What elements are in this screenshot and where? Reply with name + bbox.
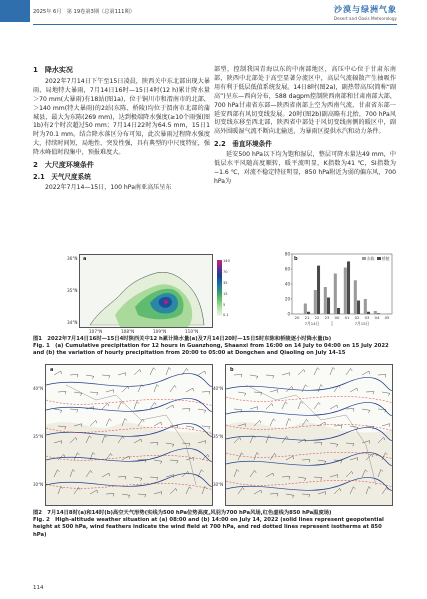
section-2-title: 2 大尺度环境条件 (33, 161, 94, 170)
wind-barb (378, 374, 386, 375)
bar-dongchen (334, 274, 337, 315)
wind-barb (202, 391, 210, 392)
wind-barb (382, 392, 390, 393)
wind-barb-feather (321, 385, 323, 387)
wind-barb (170, 385, 175, 392)
figure-1b-bar-chart (278, 248, 396, 332)
wind-barb-feather (77, 410, 78, 413)
y-tick-label: 0 (287, 311, 290, 317)
wind-barb (362, 371, 369, 375)
wind-barb-feather (77, 374, 78, 377)
figure-2a-weather-map (45, 364, 213, 506)
header-divider (33, 24, 397, 25)
section-2-1-title: 2.1 天气尺度系统 (33, 172, 91, 181)
legend-label: 东陈 (367, 255, 375, 261)
wind-barb-feather (351, 368, 353, 370)
wind-barb-feather (109, 419, 111, 421)
wind-barb (102, 403, 108, 409)
wind-barb-feather (305, 385, 307, 387)
lon-label: 107°N (89, 329, 103, 334)
panel-label-a: a (83, 256, 87, 262)
wind-barb-feather (140, 369, 141, 372)
wind-barb (150, 368, 153, 375)
figure-2-caption-cn: 图2 7月14日8时(a)和14时(b)高空天气形势(实线为500 hPa位势高度,风羽为700 hPa风场,红色虚线为850 hPa温度场) (33, 510, 332, 516)
x-tick-label: 21 (304, 315, 310, 320)
section-1-paragraph: 2022年7月14日下午至15日凌晨，陕西关中东北部出现大暴雨、局地特大暴雨，7月14日16时—15日4时(12 h)累计降水量＞70 mm(大暴雨)有18站(图1a)，位于铜川市和渭南市的北部，＞140 mm(特大暴雨)的2站(东陈、桥陵)均位于渭南市北部的蒲城县，最大为东陈(269 mm)，达到极端降水强度(≥10个雨强(图1b)有2个时次超过50 mm；7月14日22时为64.5 mm，15日1时为70.1 mm。结合降水落区分布可知，此次暴雨过程降水强度大，持续时间短，局地性、突发性强，具有典型的中尺度特征，强降水峰值时段集中，预报难度大。 (33, 77, 210, 157)
wind-barb-feather (388, 393, 390, 396)
y-tick-label: 60 (284, 266, 290, 272)
wind-barb (102, 375, 110, 376)
wind-barb (134, 369, 140, 375)
lat-label: 35°N (33, 434, 44, 439)
journal-title-en: Desert and Oasis Meteorology (333, 16, 397, 21)
x-tick-label: 04 (374, 315, 380, 320)
lon-label: 109°N (153, 329, 167, 334)
colorbar-tick: 140 (223, 259, 230, 263)
lat-label: 40°N (33, 386, 44, 391)
section-1-title: 1 降水实况 (33, 66, 73, 74)
wind-barb (154, 385, 157, 392)
legend-swatch (377, 257, 381, 260)
wind-barb (166, 368, 169, 375)
wind-barb-feather (385, 374, 386, 377)
panel-label-b: b (294, 256, 298, 262)
journal-title-cn: 沙漠与绿洲气象 (334, 4, 397, 14)
wind-barb (318, 385, 321, 392)
wind-barb (334, 425, 342, 426)
bar-qiaoling (307, 312, 310, 314)
wind-barb-feather (155, 402, 157, 404)
wind-barb (366, 391, 374, 392)
wind-barb-feather (125, 419, 127, 421)
colorbar-tick: 0.1 (223, 313, 229, 317)
wind-barb (302, 385, 305, 392)
figure-2-caption (33, 510, 396, 539)
wind-barb-feather (175, 385, 177, 387)
wind-barb (298, 402, 301, 409)
wind-barb (70, 409, 78, 410)
wind-barb (90, 420, 96, 426)
wind-barb-feather (65, 391, 66, 394)
x-tick-label: 05 (384, 315, 390, 320)
wind-barb-feather (261, 393, 262, 396)
wind-barb-feather (109, 376, 110, 379)
bar-dongchen (304, 304, 307, 315)
x-group-label: 7月15日 (354, 321, 370, 326)
wind-barb-feather (153, 368, 155, 370)
wind-barb (330, 368, 333, 375)
wind-barb (330, 405, 337, 409)
bar-qiaoling (327, 298, 330, 315)
wind-barb-feather (187, 368, 189, 370)
x-tick-label: 00 (334, 315, 340, 320)
figure-1-caption-en: Fig. 1 (a) Cumulative precipitation for 12 hours in Guanzhong, Shaanxi from 16:00 on 14 July to 04:00 on 15 July 2022 and (b) the variation of hourly precipitation from 20:00 to 05:00 at Dongchen and Qiaoling on July 14-15 (33, 343, 389, 357)
plot-frame (292, 254, 392, 314)
wind-barb (118, 402, 121, 409)
lat-label: 35°N (213, 434, 224, 439)
section-2-1-paragraph: 2022年7月14—15日，100 hPa南亚高压呈东 (45, 183, 172, 191)
bar-chart-svg (278, 248, 396, 332)
weather-map-b-graphic (226, 365, 393, 506)
figure-1a-precip-map (67, 254, 230, 334)
wind-barb (362, 409, 370, 410)
panel-label-a: a (50, 367, 54, 373)
wind-barb (106, 419, 109, 426)
header-color-bar (0, 0, 30, 22)
wind-barb (250, 375, 258, 376)
wind-barb-feather (177, 425, 178, 428)
bar-qiaoling (347, 261, 350, 314)
section-2-2-title: 2.2 垂直环境条件 (214, 140, 272, 149)
lat-label: 40°N (213, 386, 224, 391)
weather-map-a-graphic (46, 365, 213, 506)
wind-barb-feather (189, 408, 190, 411)
colorbar-tick: 5 (223, 303, 226, 307)
right-column (214, 66, 396, 187)
wind-barb-feather (97, 393, 98, 396)
wind-barb-feather (373, 391, 374, 394)
figure-2-caption-en: Fig. 2 High-altitude weather situation at (a) 08:00 and (b) 14:00 on July 14, 2022 (solid lines represent geopotential height at 500 hPa, wind feathers indicate the wind field at 700 hPa, and red dotted lines represent isotherms at 850 hPa) (33, 517, 384, 538)
figure-2 (33, 364, 396, 508)
wind-barb-feather (319, 402, 321, 404)
wind-barb (182, 368, 187, 375)
wind-barb-feather (209, 391, 210, 394)
wind-barb (182, 408, 190, 409)
wind-barb (346, 368, 351, 375)
wind-barb (238, 392, 246, 393)
journal-title-block (334, 4, 397, 21)
wind-barb (198, 409, 206, 410)
x-tick-label: 03 (364, 315, 370, 320)
wind-barb-feather (204, 410, 206, 413)
lat-label: 35°N (67, 288, 78, 293)
isotherm-line (226, 396, 393, 403)
wind-barb-feather (256, 376, 258, 379)
wind-barb (86, 375, 94, 376)
wind-barb-feather (341, 425, 342, 428)
wind-barb (266, 403, 272, 409)
lon-label: 108°N (121, 329, 135, 334)
wind-barb (54, 371, 61, 375)
lat-label: 34°N (67, 320, 78, 325)
wind-barb-feather (292, 386, 293, 389)
terrain-shade (46, 422, 213, 506)
map-frame (79, 254, 213, 328)
wind-barb-feather (96, 420, 97, 423)
wind-barb (266, 375, 274, 376)
wind-barb (166, 405, 173, 409)
lat-label: 36°N (67, 256, 78, 261)
wind-barb (70, 374, 78, 375)
terrain-shade (226, 422, 393, 506)
height-contour (226, 377, 393, 390)
height-contour (46, 373, 213, 386)
legend-swatch (362, 257, 366, 260)
left-column (33, 66, 210, 193)
wind-barb (378, 409, 386, 410)
section-2-2-paragraph: 延安500 hPa以下均为饱和湿层，整层可降水量达49 mm，中低层水平风随高度顺转，暖平流明显，K指数为41 ℃，SI指数为−1.6 ℃，对流不稳定特征明显，850 hPa附近为弱的偏东风，700 hPa为 (214, 151, 396, 185)
wind-barb (314, 402, 319, 409)
x-tick-label: 20 (294, 315, 300, 320)
wind-barb-feather (317, 368, 319, 370)
wind-barb-feather (368, 410, 370, 413)
wind-barb (234, 374, 242, 375)
wind-barb (234, 409, 242, 410)
wind-barb (154, 422, 161, 426)
wind-barb (250, 407, 258, 409)
wind-barb (58, 391, 66, 392)
wind-barb-feather (80, 393, 82, 396)
wind-barb (54, 409, 62, 410)
wind-barb (382, 424, 390, 426)
y-tick-label: 80 (284, 251, 290, 257)
wind-barb-feather (137, 402, 139, 404)
right-paragraph-1: 部型，控制我国青海以东的中南部地区，高压中心位于甘肃东南部，陕西中北部处于高空显著分流区中，高层气流辐散产生抽吸作用有利于低层低值系统发展。14日8时(图2a)，副热带高压(简称“副高”)呈东—西向分布，588 dagpm控制陕西南部和甘肃南部大部，700 hPa甘肃省东部—陕西省南部上空为西南气流，甘肃省东部一延安西部有风切变线发展。20时(图2b)副高略有北抬，700 hPa风切变线东移至西北部，陕西省中部处于风切变线南侧的暖区中，副高外围暖湿气流不断向北输送，为暴雨区提供水汽和动力条件。 (214, 66, 396, 136)
wind-barb-feather (169, 368, 171, 370)
wind-barb (186, 388, 193, 392)
legend-label: 桥陵 (382, 255, 390, 261)
wind-barb (270, 390, 278, 392)
x-group-label: 7月14日 (304, 321, 320, 326)
wind-barb (202, 426, 210, 427)
wind-barb (118, 373, 126, 375)
wind-barb-feather (333, 368, 335, 370)
wind-barb-feather (353, 408, 354, 411)
wind-barb (298, 369, 304, 375)
bar-qiaoling (357, 301, 360, 315)
wind-barb-feather (209, 427, 210, 430)
figure-1-caption-cn: 图1 2022年7月14日16时—15日4时陕西关中12 h累计降水量(a)及7月14日20时—15日5时东陈和桥陵逐小时降水量(b) (33, 336, 332, 342)
wind-barb (314, 368, 317, 375)
wind-barb (350, 388, 357, 392)
lon-label: 110°N (185, 329, 199, 334)
colorbar-tick: 70 (223, 270, 228, 274)
bar-qiaoling (317, 266, 320, 314)
wind-barb-feather (241, 374, 242, 377)
panel-label-b: b (230, 367, 234, 373)
wind-barb-feather (273, 376, 274, 379)
wind-barb-feather (108, 403, 109, 406)
wind-barb-feather (143, 419, 145, 421)
bar-qiaoling (337, 308, 340, 314)
colorbar (217, 260, 222, 316)
bar-dongchen (354, 280, 357, 314)
wind-barb-feather (285, 402, 287, 404)
wind-barb-feather (272, 403, 273, 406)
wind-barb (122, 386, 128, 392)
bar-dongchen (324, 287, 327, 314)
wind-barb (282, 402, 285, 409)
wind-barb (282, 373, 290, 375)
y-tick-label: 40 (284, 281, 290, 287)
bar-qiaoling (367, 312, 370, 314)
wind-barb (270, 419, 273, 426)
x-tick-label: 02 (354, 315, 360, 320)
wind-barb (198, 371, 205, 375)
bar-qiaoling (377, 313, 380, 314)
page-number: 114 (33, 585, 44, 591)
wind-barb (134, 402, 137, 409)
bar-dongchen (364, 299, 367, 314)
wind-barb (346, 408, 354, 409)
figure-1 (33, 248, 396, 334)
bar-dongchen (344, 268, 347, 315)
journal-header (0, 0, 427, 30)
wind-barb (170, 425, 178, 426)
wind-barb-feather (128, 386, 129, 389)
bar-dongchen (374, 311, 377, 314)
lat-label: 30°N (33, 482, 44, 487)
wind-barb (286, 419, 289, 426)
wind-barb (106, 390, 114, 392)
wind-barb-feather (260, 420, 261, 423)
height-contour (46, 398, 213, 411)
issue-info: 2025年 6月 第 19卷第3期（总第111期） (33, 9, 135, 15)
wind-barb-feather (157, 385, 159, 387)
lat-label: 30°N (213, 482, 224, 487)
x-tick-label: 22 (314, 315, 320, 320)
wind-barb-feather (92, 376, 94, 379)
wind-barb-feather (289, 419, 291, 421)
isotherm-line (46, 399, 213, 406)
wind-barb-feather (307, 419, 309, 421)
wind-barb-feather (60, 410, 62, 413)
colorbar-tick: 35 (223, 281, 228, 285)
wind-barb (90, 392, 98, 393)
figure-1-caption (33, 336, 396, 358)
y-tick-label: 20 (284, 296, 290, 302)
wind-barb-feather (273, 419, 275, 421)
bar-dongchen (314, 290, 317, 314)
colorbar-tick: 15 (223, 292, 228, 296)
figure-2b-weather-map (225, 364, 393, 506)
precip-map-graphic (80, 255, 213, 328)
wind-barb (186, 426, 194, 427)
x-tick-label: 01 (344, 315, 350, 320)
wind-barb-feather (304, 369, 305, 372)
wind-barb-feather (244, 393, 246, 396)
x-tick-label: 23 (324, 315, 330, 320)
